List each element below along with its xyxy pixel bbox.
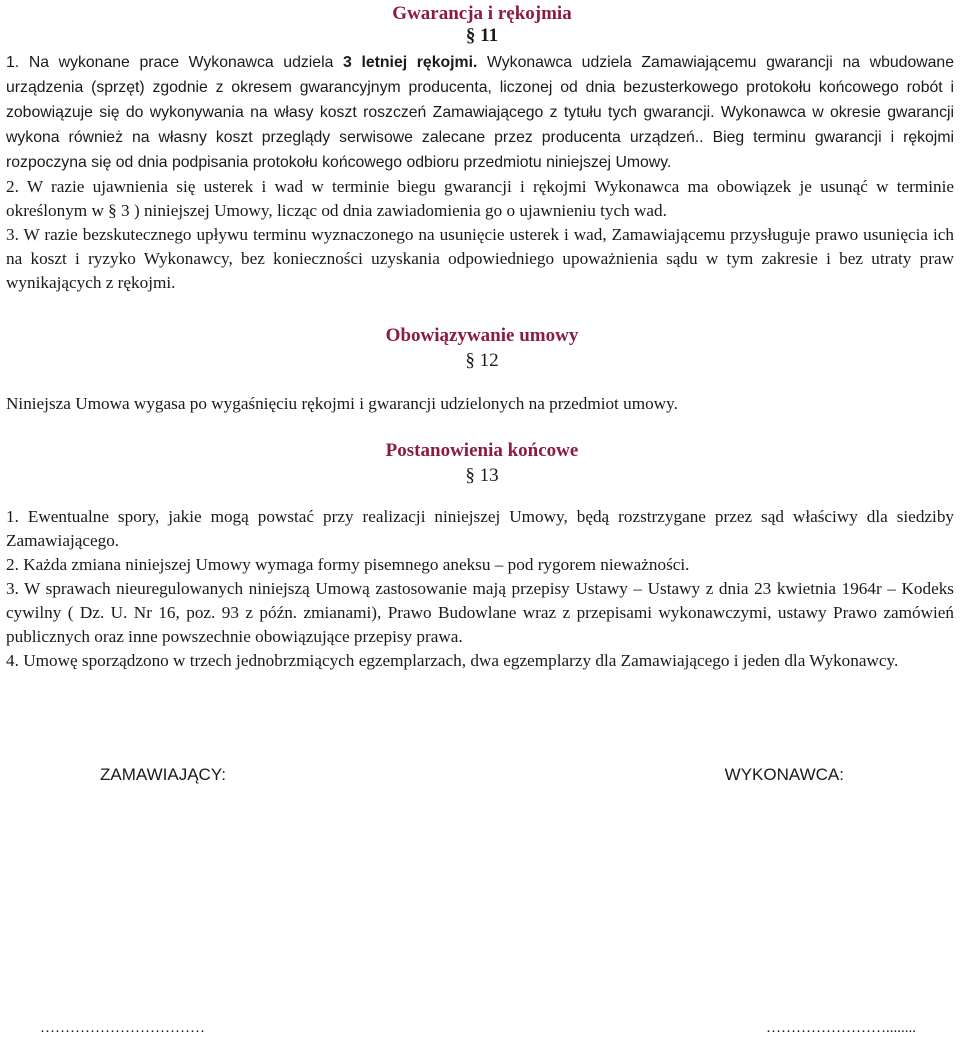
section-11-title: Gwarancja i rękojmia [392,3,572,24]
section-11-mark: § 11 [465,25,499,46]
section-13-paragraph-3: 3. W sprawach nieuregulowanych niniejszą Umową zastosowanie mają przepisy Ustawy – Ustawy z dnia 23 kwietnia 1964r – Kodeks cywilny ( Dz. U. Nr 16, poz. 93 z późn. zmianami), Prawo Budowlane wraz z przepisami wykonawczymi, ustawy Prawo zamówień publicznych oraz inne powszechnie obowiązujące przepisy prawa. [6,579,954,646]
section-11-paragraph-3: 3. W razie bezskutecznego upływu terminu wyznaczonego na usunięcie usterek i wad, Zamawiającemu przysługuje prawo usunięcia ich na koszt i ryzyko Wykonawcy, bez konieczności uzyskania odpowiedniego upoważnienia sądu w tym zakresie i bez utraty praw wynikających z rękojmi. [6,225,954,292]
signature-line-contractor: ……………………........ [766,1020,916,1036]
p1-lead: 1. Na wykonane prace Wykonawca udziela [6,54,344,71]
signature-lines [40,1020,916,1037]
section-12-mark: § 12 [465,350,499,371]
signature-labels [6,765,954,785]
section-13-paragraph-1: 1. Ewentualne spory, jakie mogą powstać przy realizacji niniejszej Umowy, będą rozstrzygane przez sąd właściwy dla siedziby Zamawiającego. [6,507,954,550]
section-12-paragraph-1: Niniejsza Umowa wygasa po wygaśnięciu rękojmi i gwarancji udzielonych na przedmiot umowy. [6,394,678,413]
signature-label-client: ZAMAWIAJĄCY: [100,765,226,784]
p1-rest-sans: Wykonawca udziela Zamawiającemu gwarancji na wbudowane urządzenia (sprzęt) zgodnie z okresem gwarancyjnym producenta, liczonej od dnia bezusterkowego protokołu końcowego robót i zobowiązuje się do wykonywania na własy koszt roszczeń Zamawiającego z tytułu tych gwarancji. [6,54,954,121]
section-13-paragraph-2: 2. Każda zmiana niniejszej Umowy wymaga formy pisemnego aneksu – pod rygorem nieważności. [6,555,690,574]
p1-bold: 3 letniej rękojmi. [343,54,478,71]
signature-label-contractor: WYKONAWCA: [724,765,844,784]
section-12-title: Obowiązywanie umowy [385,325,579,346]
section-13-mark: § 13 [465,465,499,486]
section-11-paragraph-2: 2. W razie ujawnienia się usterek i wad w terminie biegu gwarancji i rękojmi Wykonawca ma obowiązek je usunąć w terminie określonym w § 3 ) niniejszej Umowy, licząc od dnia zawiadomienia go o ujawnieniu tych wad. [6,177,954,220]
p1-rest-serif: Wykonawca w okresie gwarancji wykona również na własny koszt przeglądy serwisowe zalecane przez producenta urządzeń.. Bieg terminu gwarancji i rękojmi rozpoczyna się od dnia podpisania protokołu końcowego odbioru przedmiotu niniejszej Umowy. [6,104,954,171]
section-13-paragraph-4: 4. Umowę sporządzono w trzech jednobrzmiących egzemplarzach, dwa egzemplarzy dla Zamawiającego i jeden dla Wykonawcy. [6,651,899,670]
signature-line-client: …………………………… [40,1020,205,1036]
section-13-title: Postanowienia końcowe [385,440,579,461]
section-11-paragraph-1 [6,50,954,175]
